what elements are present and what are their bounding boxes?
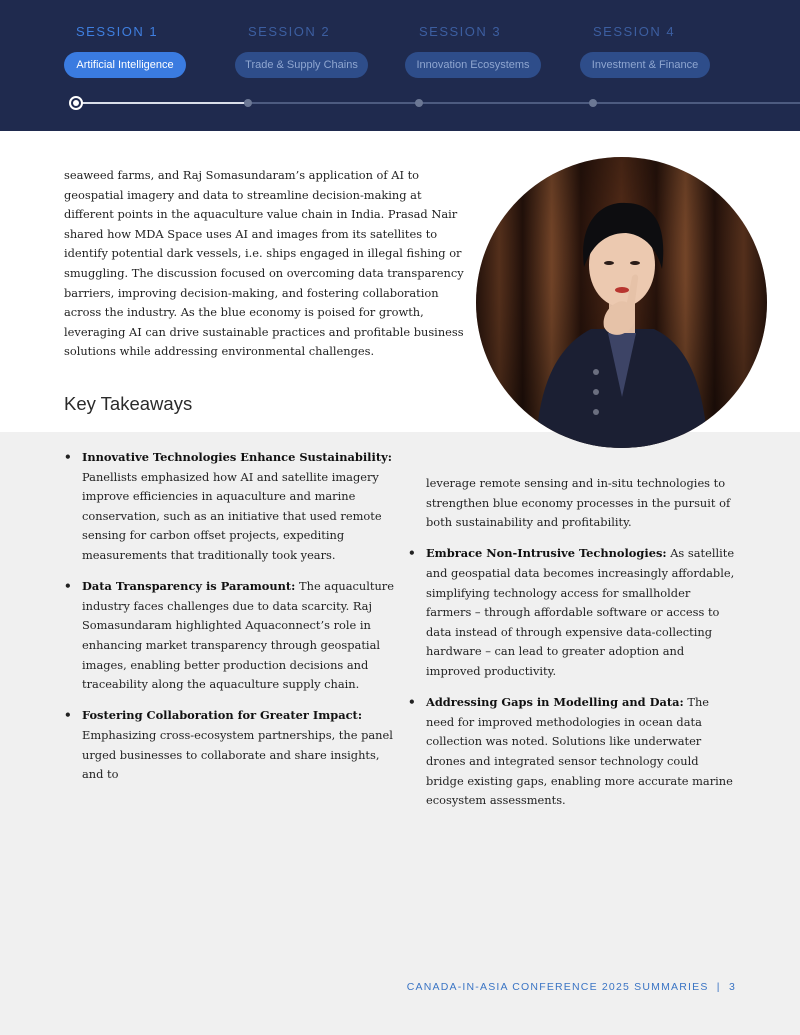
list-item [408, 693, 738, 811]
takeaway-text: Panellists emphasized how AI and satellite imagery improve efficiencies in aquaculture and marine conservation, such as an initiative that used remote sensing for carbon offset projects, expediting measurements that traditionally took years. [82, 469, 382, 562]
list-item [64, 577, 394, 695]
bullet-icon: • [64, 450, 72, 464]
takeaway-heading: Embrace Non-Intrusive Technologies: [426, 546, 667, 561]
intro-paragraph: seaweed farms, and Raj Somasundaram’s application of AI to geospatial imagery and data to streamline decision-making at different points in the aquaculture value chain in India. Prasad Nair shared how MDA Space uses AI and images from its satellites to identify potential dark vessels, i.e. ships engaged in illegal fishing or smuggling. The discussion focused on overcoming data transparency barriers, improving decision-making, and fostering collaboration across the industry. As the blue economy is poised for growth, leveraging AI can drive sustainable practices and profitable business solutions while addressing environmental challenges. [64, 168, 464, 359]
progress-track-remaining [248, 102, 800, 104]
bullet-icon: • [408, 546, 416, 561]
session-3-tab[interactable]: Innovation Ecosystems [405, 52, 541, 78]
session-4-label: SESSION 4 [593, 24, 676, 39]
list-item [408, 544, 738, 681]
session-4-tab[interactable]: Investment & Finance [580, 52, 710, 78]
list-item-continuation [408, 474, 738, 533]
session-navigation-header [0, 0, 800, 131]
takeaway-heading: Data Transparency is Paramount: [82, 579, 296, 594]
takeaway-heading: Innovative Technologies Enhance Sustainability: [82, 450, 392, 464]
session-2-label: SESSION 2 [248, 24, 331, 39]
list-item [64, 706, 394, 784]
takeaway-text: The aquaculture industry faces challenges due to data scarcity. Raj Somasundaram highlighted Aquaconnect’s role in enhancing market transparency through geospatial images, enabling better production decisions and traceability along the aquaculture supply chain. [82, 579, 394, 692]
session-1-label: SESSION 1 [76, 24, 159, 39]
page-footer: CANADA-IN-ASIA CONFERENCE 2025 SUMMARIES | 3 [406, 981, 736, 993]
bullet-icon: • [64, 708, 72, 723]
takeaway-heading: Fostering Collaboration for Greater Impact: [82, 708, 363, 723]
key-takeaways-heading: Key Takeaways [64, 393, 193, 414]
progress-current-marker [69, 96, 83, 110]
takeaway-text: leverage remote sensing and in-situ technologies to strengthen blue economy processes in the pursuit of both sustainability and profitability. [426, 476, 731, 530]
session-2-tab[interactable]: Trade & Supply Chains [235, 52, 368, 78]
progress-marker-4 [589, 99, 597, 107]
session-3-label: SESSION 3 [419, 24, 502, 39]
bullet-icon: • [64, 579, 72, 594]
list-item [64, 448, 394, 566]
takeaway-text: The need for improved methodologies in ocean data collection was noted. Solutions like underwater drones and integrated sensor technology could bridge existing gaps, enabling more accurate marine ecosystem assessments. [426, 695, 733, 808]
takeaway-text: As satellite and geospatial data becomes increasingly affordable, simplifying technology access for smallholder farmers – through affordable software or access to data instead of through expensive data-collecting hardware – can lead to greater adoption and improved productivity. [426, 546, 735, 678]
takeaways-left-column [64, 448, 394, 796]
takeaways-right-column [408, 474, 738, 822]
session-1-tab[interactable]: Artificial Intelligence [64, 52, 186, 78]
progress-track-completed [80, 102, 248, 104]
bullet-icon: • [408, 695, 416, 710]
speaker-portrait-photo [476, 157, 767, 448]
progress-marker-2 [244, 99, 252, 107]
takeaway-text: Emphasizing cross-ecosystem partnerships, the panel urged businesses to collaborate and share insights, and to [82, 727, 393, 782]
takeaway-heading: Addressing Gaps in Modelling and Data: [426, 695, 684, 710]
progress-marker-3 [415, 99, 423, 107]
